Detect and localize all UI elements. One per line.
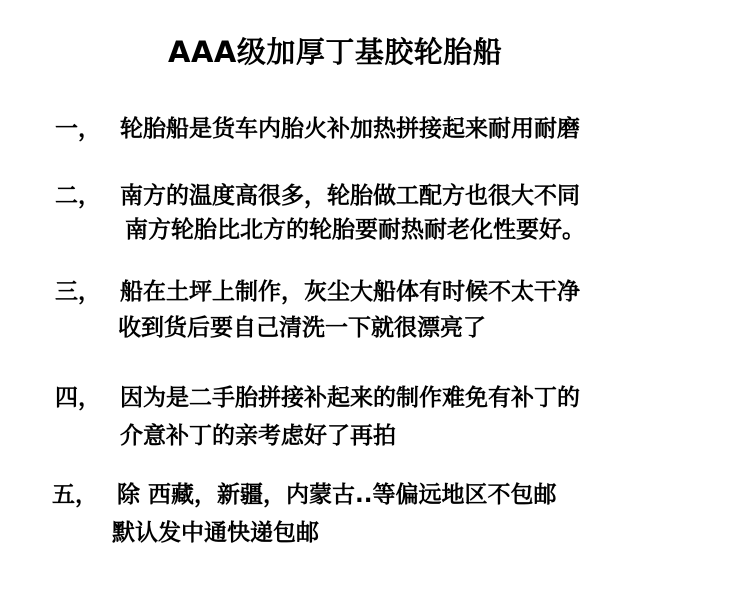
notice-item-2	[55, 179, 585, 247]
item-number: 四，	[55, 385, 101, 411]
item-text-line: 收到货后要自己清洗一下就很漂亮了	[118, 315, 486, 341]
item-text-line: 船在土坪上制作，灰尘大船体有时候不太干净	[120, 279, 580, 305]
item-text-line: 因为是二手胎拼接补起来的制作难免有补丁的	[120, 385, 580, 411]
item-number: 三，	[55, 279, 101, 305]
item-number: 二，	[55, 183, 101, 209]
item-text-line: 轮胎船是货车内胎火补加热拼接起来耐用耐磨	[120, 116, 580, 142]
notice-item-1	[55, 112, 580, 146]
item-text-line: 南方轮胎比北方的轮胎要耐热耐老化性要好。	[125, 217, 585, 243]
notice-item-5	[52, 478, 556, 550]
notice-item-4	[55, 381, 580, 453]
item-text-line: 除 西藏，新疆，内蒙古..等偏远地区不包邮	[117, 482, 557, 508]
item-number: 五，	[52, 482, 98, 508]
item-text-line: 默认发中通快递包邮	[112, 520, 319, 546]
item-text-line: 南方的温度高很多，轮胎做工配方也很大不同	[120, 183, 580, 209]
item-number: 一，	[55, 116, 101, 142]
item-text-line: 介意补丁的亲考虑好了再拍	[120, 423, 396, 449]
notice-item-3	[55, 275, 580, 345]
page-title: AAA级加厚丁基胶轮胎船	[168, 35, 503, 69]
